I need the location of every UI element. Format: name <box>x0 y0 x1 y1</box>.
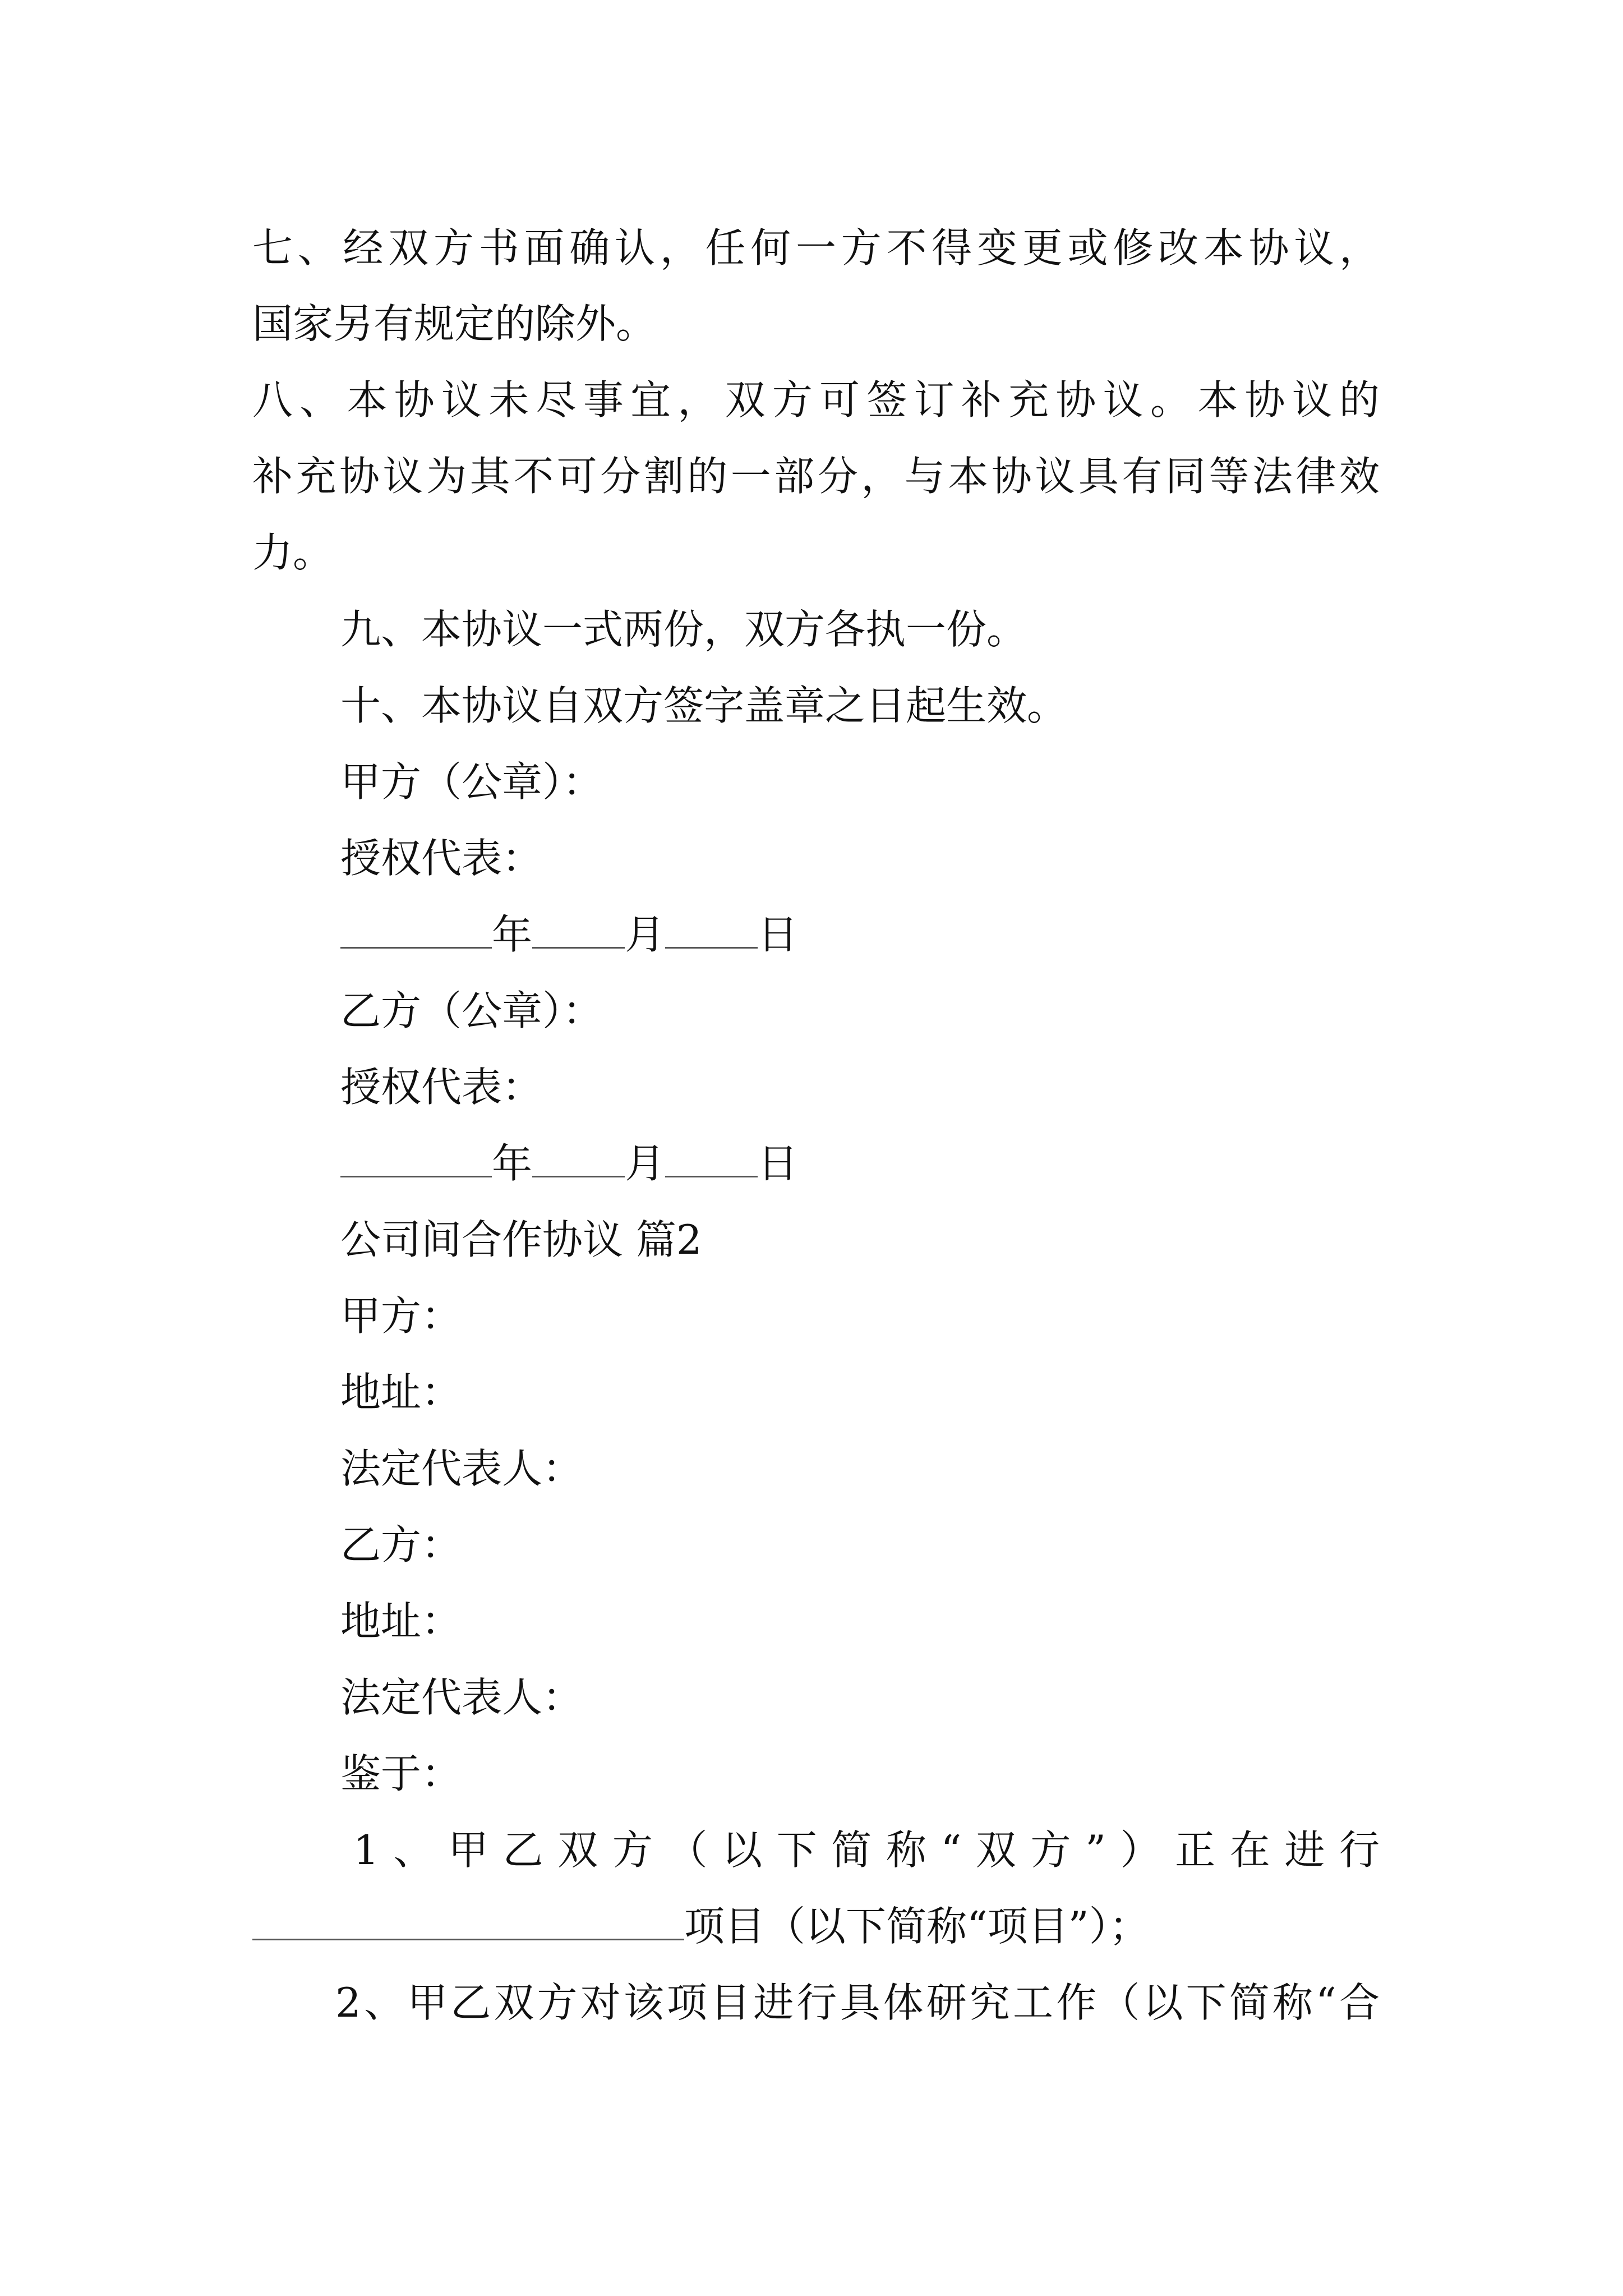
date-line-1 <box>340 907 798 963</box>
year-label: 年 <box>492 911 533 958</box>
year-label: 年 <box>492 1140 533 1187</box>
day-label: 日 <box>758 1140 799 1187</box>
legal-rep-b-label: 法定代表人： <box>340 1674 583 1721</box>
clause-9: 九、本协议一式两份，双方各执一份。 <box>340 606 1027 653</box>
month-label: 月 <box>625 1140 666 1187</box>
clause-7-line-1: 七、经双方书面确认，任何一方不得变更或修改本协议， <box>252 224 1380 272</box>
month-blank[interactable] <box>532 912 625 949</box>
party-b-seal-label: 乙方（公章）： <box>340 987 603 1034</box>
clause-10: 十、本协议自双方签字盖章之日起生效。 <box>340 682 1068 729</box>
party-a-seal-label: 甲方（公章）： <box>340 758 603 806</box>
clause-8-line-2: 补充协议为其不可分割的一部分，与本协议具有同等法律效 <box>252 453 1380 500</box>
authorized-rep-label-2: 授权代表： <box>340 1064 543 1111</box>
day-label: 日 <box>758 911 799 958</box>
whereas-item-1-line-2 <box>252 1898 1150 1954</box>
clause-7-line-2: 国家另有规定的除外。 <box>252 300 657 347</box>
project-label: 项目（以下简称“项目”）； <box>684 1903 1150 1950</box>
whereas-item-1-line-1: 1、甲乙双方（以下简称“双方”）正在进行 <box>353 1826 1380 1874</box>
project-name-blank[interactable] <box>252 1904 684 1940</box>
clause-8-line-3: 力。 <box>252 529 334 576</box>
address-b-label: 地址： <box>340 1598 462 1645</box>
section-title: 公司间合作协议 篇2 <box>340 1216 702 1263</box>
year-blank[interactable] <box>340 912 492 949</box>
authorized-rep-label-1: 授权代表： <box>340 835 543 882</box>
day-blank[interactable] <box>665 912 758 949</box>
day-blank[interactable] <box>665 1141 758 1177</box>
year-blank[interactable] <box>340 1141 492 1177</box>
date-line-2 <box>340 1135 798 1191</box>
month-blank[interactable] <box>532 1141 625 1177</box>
party-b-label: 乙方： <box>340 1521 462 1568</box>
clause-8-line-1: 八、本协议未尽事宜，双方可签订补充协议。本协议的 <box>252 376 1380 424</box>
legal-rep-a-label: 法定代表人： <box>340 1445 583 1492</box>
party-a-label: 甲方： <box>340 1292 462 1340</box>
whereas-label: 鉴于： <box>340 1750 462 1797</box>
month-label: 月 <box>625 911 666 958</box>
whereas-item-2-line-1: 2、甲乙双方对该项目进行具体研究工作（以下简称“合 <box>335 1979 1380 2026</box>
address-a-label: 地址： <box>340 1369 462 1416</box>
